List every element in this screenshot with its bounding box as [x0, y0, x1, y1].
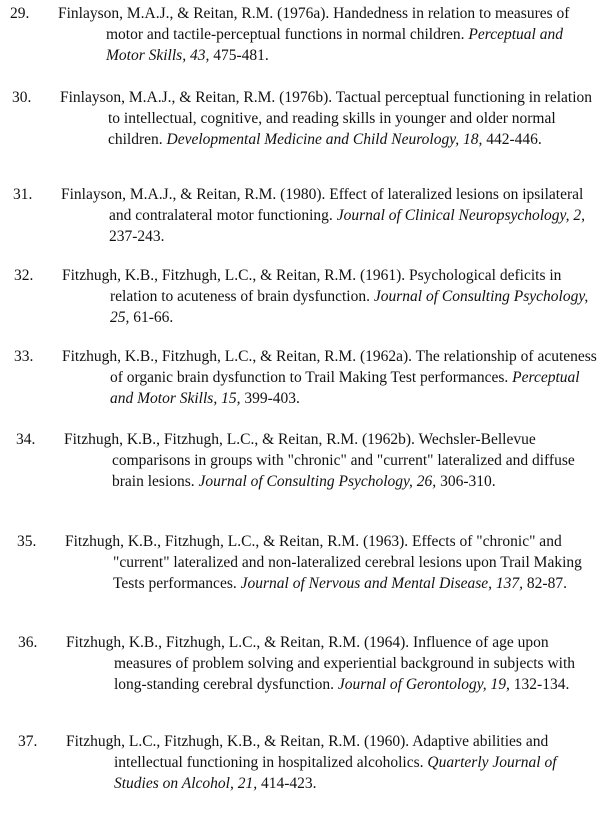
- reference-year: (1980).: [280, 186, 326, 203]
- reference-number: 33.: [14, 348, 34, 365]
- reference-number: 35.: [17, 533, 37, 550]
- reference-title: Handedness in relation to measures of motor and tactile-perceptual functions in normal children.: [106, 5, 570, 43]
- reference-text: [66, 632, 600, 695]
- reference-title: Effects of "chronic" and "current" lateralized and non-lateralized cerebral lesions upon Trail Making Tests performances.: [113, 533, 582, 592]
- reference-authors: Fitzhugh, K.B., Fitzhugh, L.C., & Reitan, R.M.: [64, 431, 359, 448]
- reference-title: Effect of lateralized lesions on ipsilateral and contralateral motor functioning.: [109, 186, 584, 224]
- reference-year: (1962b).: [361, 431, 415, 448]
- reference-text: [64, 429, 600, 492]
- reference-pages: 475-481.: [213, 47, 269, 64]
- reference-year: (1976a).: [277, 5, 330, 22]
- reference-pages: 237-243.: [109, 228, 165, 245]
- reference-year: (1962a).: [359, 348, 413, 365]
- reference-text: [58, 3, 596, 66]
- reference-journal: Journal of Consulting Psychology, 26,: [198, 473, 437, 490]
- reference-number: 37.: [18, 733, 38, 750]
- reference-pages: 306-310.: [440, 473, 496, 490]
- reference-number: 30.: [12, 89, 32, 106]
- reference-journal: Journal of Gerontology, 19,: [337, 676, 510, 693]
- reference-title: Adaptive abilities and intellectual functioning in hospitalized alcoholics.: [114, 733, 549, 771]
- reference-pages: 61-66.: [133, 309, 174, 326]
- reference-authors: Fitzhugh, K.B., Fitzhugh, L.C., & Reitan, R.M.: [62, 348, 357, 365]
- reference-pages: 414-423.: [260, 775, 317, 792]
- reference-authors: Fitzhugh, K.B., Fitzhugh, L.C., & Reitan, R.M.: [62, 267, 357, 284]
- reference-text: [62, 265, 600, 328]
- reference-number: 36.: [18, 634, 38, 651]
- reference-authors: Fitzhugh, K.B., Fitzhugh, L.C., & Reitan, R.M.: [66, 634, 361, 651]
- reference-title: Wechsler-Bellevue comparisons in groups with "chronic" and "current" lateralized and diffuse brain lesions.: [112, 431, 575, 490]
- reference-authors: Fitzhugh, K.B., Fitzhugh, L.C., & Reitan, R.M.: [65, 533, 360, 550]
- reference-text: [62, 346, 600, 409]
- reference-journal: Journal of Nervous and Mental Disease, 137,: [240, 575, 524, 592]
- reference-year: (1976b).: [279, 89, 333, 106]
- reference-year: (1964).: [363, 634, 410, 651]
- reference-text: [65, 531, 600, 594]
- reference-text: [66, 731, 600, 794]
- reference-year: (1961).: [359, 267, 406, 284]
- reference-authors: Fitzhugh, L.C., Fitzhugh, K.B., & Reitan, R.M.: [66, 733, 361, 750]
- reference-authors: Finlayson, M.A.J., & Reitan, R.M.: [58, 5, 274, 22]
- reference-pages: 442-446.: [486, 131, 542, 148]
- reference-text: [60, 87, 598, 150]
- reference-number: 32.: [14, 267, 34, 284]
- reference-authors: Finlayson, M.A.J., & Reitan, R.M.: [60, 89, 276, 106]
- reference-pages: 399-403.: [244, 390, 300, 407]
- reference-authors: Finlayson, M.A.J., & Reitan, R.M.: [61, 186, 277, 203]
- reference-journal: Journal of Clinical Neuropsychology, 2,: [336, 207, 585, 224]
- reference-title: Tactual perceptual functioning in relation to intellectual, cognitive, and reading skills in younger and older normal children.: [108, 89, 593, 148]
- reference-journal: Perceptual and Motor Skills, 43,: [106, 26, 563, 64]
- reference-pages: 82-87.: [526, 575, 567, 592]
- reference-journal: Developmental Medicine and Child Neurology, 18,: [166, 131, 483, 148]
- reference-number: 31.: [13, 186, 33, 203]
- reference-number: 29.: [10, 5, 30, 22]
- reference-year: (1963).: [362, 533, 409, 550]
- reference-pages: 132-134.: [513, 676, 570, 693]
- reference-number: 34.: [16, 431, 36, 448]
- reference-text: [61, 184, 599, 247]
- reference-journal: Quarterly Journal of Studies on Alcohol, 21,: [114, 754, 557, 792]
- reference-year: (1960).: [363, 733, 410, 750]
- reference-journal: Journal of Consulting Psychology, 25,: [110, 288, 589, 326]
- reference-journal: Perceptual and Motor Skills, 15,: [110, 369, 580, 407]
- reference-title: Influence of age upon measures of problem solving and experiential background in subjects with long-standing cerebral dysfunction.: [114, 634, 576, 693]
- reference-title: The relationship of acuteness of organic brain dysfunction to Trail Making Test performances.: [110, 348, 597, 386]
- reference-title: Psychological deficits in relation to acuteness of brain dysfunction.: [110, 267, 562, 305]
